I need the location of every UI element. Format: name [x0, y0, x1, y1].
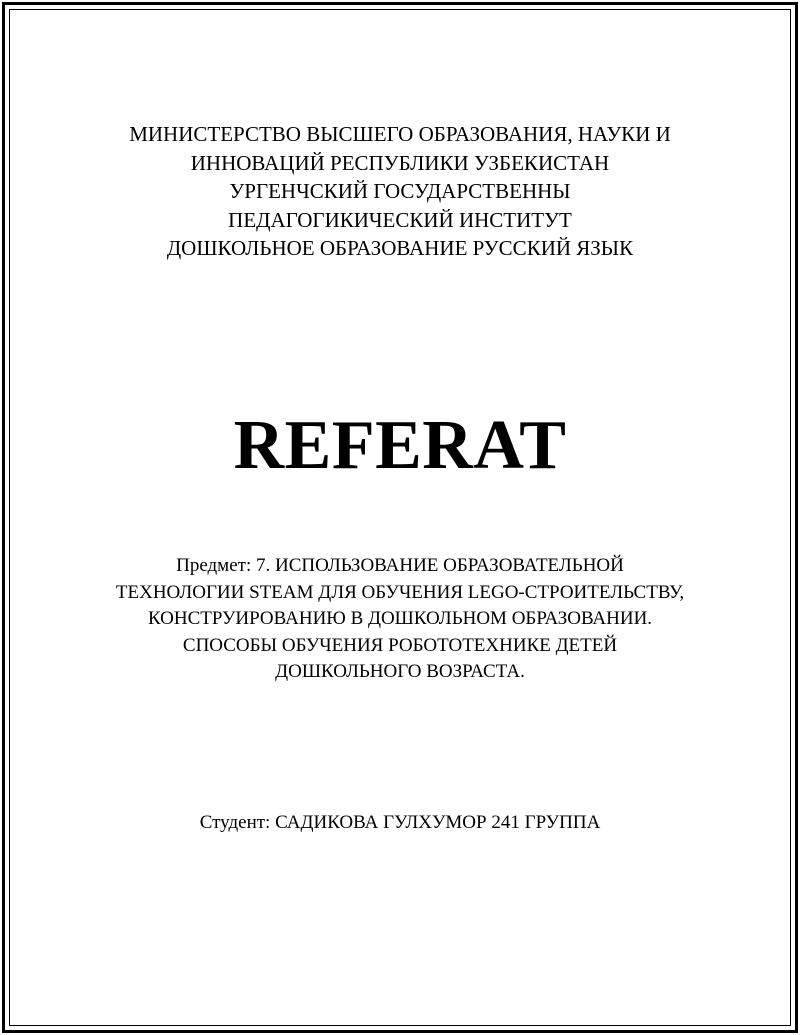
institution-header — [0, 120, 800, 263]
subject-line-2: ТЕХНОЛОГИИ STEAM ДЛЯ ОБУЧЕНИЯ LEGO-СТРОИТЕЛЬСТВУ, — [115, 581, 685, 603]
subject-line-3: КОНСТРУИРОВАНИЮ В ДОШКОЛЬНОМ ОБРАЗОВАНИИ. — [147, 608, 653, 629]
header-line-university: УРГЕНЧСКИЙ ГОСУДАРСТВЕННЫ — [229, 179, 571, 203]
subject-block — [0, 553, 800, 686]
student-info: Студент: САДИКОВА ГУЛХУМОР 241 ГРУППА — [199, 812, 601, 833]
header-line-ministry: МИНИСТЕРСТВО ВЫСШЕГО ОБРАЗОВАНИЯ, НАУКИ И — [129, 122, 671, 146]
header-line-country: ИННОВАЦИЙ РЕСПУБЛИКИ УЗБЕКИСТАН — [190, 150, 610, 175]
document-title: REFERAT — [233, 407, 567, 484]
header-line-institute: ПЕДАГОГИКИЧЕСКИЙ ИНСТИТУТ — [228, 207, 572, 232]
subject-line-5: ДОШКОЛЬНОГО ВОЗРАСТА. — [275, 661, 525, 682]
header-line-department: ДОШКОЛЬНОЕ ОБРАЗОВАНИЕ РУССКИЙ ЯЗЫК — [166, 236, 634, 260]
subject-line-4: СПОСОБЫ ОБУЧЕНИЯ РОБОТОТЕХНИКЕ ДЕТЕЙ — [182, 634, 618, 656]
subject-line-1: Предмет: 7. ИСПОЛЬЗОВАНИЕ ОБРАЗОВАТЕЛЬНОЙ — [176, 555, 624, 576]
